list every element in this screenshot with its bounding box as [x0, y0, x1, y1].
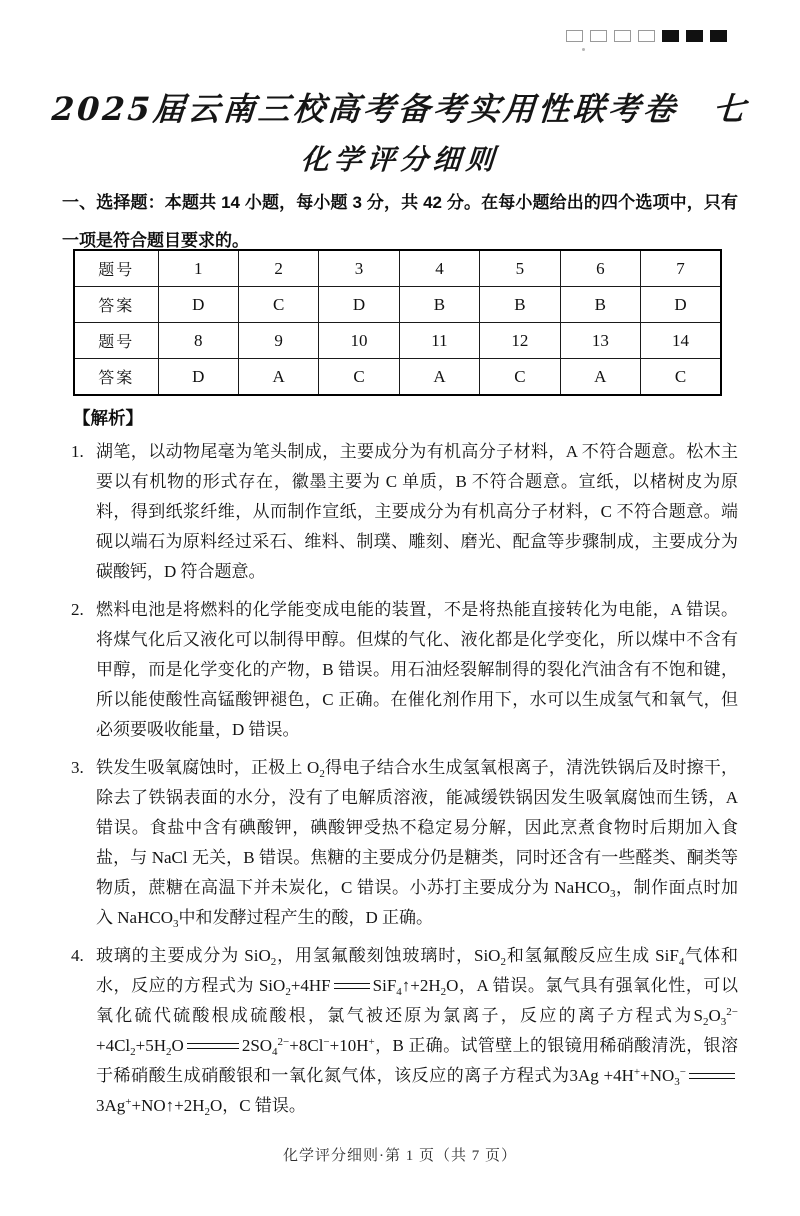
- item-text: 玻璃的主要成分为 SiO$_2$，用氢氟酸刻蚀玻璃时，SiO$_2$和氢氟酸反应生成 SiF$_4$气体和水，反应的方程式为 SiO$_2$+4HF $SiF_4↑+2H_2O$，A 错误。氯气具有强氧化性，可以氧化硫代硫酸根成硫酸根，氯气被还原为氯离子，反应的离子方程式为$S_2O_3^{2-}+4Cl_2+5H_2O$ $2SO_4^{2-}+8Cl^-+10H^+$，B 正确。试管壁上的银镜用稀硝酸清洗，银溶于稀硝酸生成硝酸银和一氧化氮气体，该反应的离子方程式为$3Ag +4H^++NO_3^-3Ag^++NO↑+2H_2O$，C 错误。: [96, 946, 738, 1118]
- question-number-cell: 1: [158, 250, 238, 287]
- answer-cell: B: [560, 287, 640, 323]
- section-heading-multiple-choice: 一、选择题：本题共 14 小题，每小题 3 分，共 42 分。在每小题给出的四个选项中，只有一项是符合题目要求的。: [62, 193, 738, 250]
- table-row: [74, 323, 721, 359]
- table-row: [74, 250, 721, 287]
- question-number-cell: 4: [399, 250, 479, 287]
- question-number-cell: 7: [641, 250, 721, 287]
- question-number-cell: 3: [319, 250, 399, 287]
- speck-mark: [582, 48, 585, 51]
- answer-cell: A: [560, 359, 640, 396]
- answer-cell: D: [641, 287, 721, 323]
- question-number-cell: 10: [319, 323, 399, 359]
- chem-equation-equals: [334, 983, 370, 989]
- row-label-question: 题号: [74, 323, 158, 359]
- question-number-cell: 12: [480, 323, 560, 359]
- analysis-item-1: [62, 437, 738, 587]
- answer-cell: D: [158, 287, 238, 323]
- alignment-marks: [566, 30, 727, 42]
- analysis-item-4: [62, 941, 738, 1121]
- analysis-heading: 【解析】: [73, 408, 143, 428]
- question-number-cell: 14: [641, 323, 721, 359]
- answer-cell: A: [238, 359, 318, 396]
- answer-cell: C: [319, 359, 399, 396]
- alignment-box-open: [590, 30, 607, 42]
- table-row: [74, 359, 721, 396]
- alignment-box-filled: [686, 30, 703, 42]
- item-number: 2.: [71, 600, 84, 619]
- answer-cell: D: [158, 359, 238, 396]
- answer-cell: C: [238, 287, 318, 323]
- document-subtitle: 化学评分细则: [299, 143, 501, 176]
- exam-title: 2025届云南三校高考备考实用性联考卷 七: [50, 90, 750, 128]
- answer-cell: B: [399, 287, 479, 323]
- answer-cell: C: [480, 359, 560, 396]
- alignment-box-filled: [710, 30, 727, 42]
- question-number-cell: 9: [238, 323, 318, 359]
- chem-equation-equals: [689, 1073, 735, 1079]
- answer-cell: D: [319, 287, 399, 323]
- question-number-cell: 5: [480, 250, 560, 287]
- analysis-section: [62, 406, 738, 1129]
- question-number-cell: 13: [560, 323, 640, 359]
- chem-equation-equals: [187, 1043, 239, 1049]
- item-text: 湖笔，以动物尾毫为笔头制成，主要成分为有机高分子材料，A 不符合题意。松木主要以有机物的形式存在，徽墨主要为 C 单质，B 不符合题意。宣纸，以楮树皮为原料，得到纸浆纤维，从而制作宣纸，主要成分为有机高分子材料，C 不符合题意。端砚以端石为原料经过采石、维料、制璞、雕刻、磨光、配盒等步骤制成，主要成分为碳酸钙，D 符合题意。: [96, 442, 738, 581]
- answer-cell: C: [641, 359, 721, 396]
- item-number: 3.: [71, 758, 84, 777]
- row-label-answer: 答案: [74, 359, 158, 396]
- question-number-cell: 2: [238, 250, 318, 287]
- table-row: [74, 287, 721, 323]
- answer-cell: A: [399, 359, 479, 396]
- alignment-box-open: [566, 30, 583, 42]
- question-number-cell: 8: [158, 323, 238, 359]
- question-number-cell: 6: [560, 250, 640, 287]
- answer-cell: B: [480, 287, 560, 323]
- answer-table: [73, 249, 722, 396]
- item-number: 4.: [71, 946, 84, 965]
- page-footer: 化学评分细则·第 1 页（共 7 页）: [283, 1148, 517, 1164]
- item-text: 燃料电池是将燃料的化学能变成电能的装置，不是将热能直接转化为电能，A 错误。将煤气化后又液化可以制得甲醇。但煤的气化、液化都是化学变化，所以煤中不含有甲醇，而是化学变化的产物，B 错误。用石油烃裂解制得的裂化汽油含有不饱和键，所以能使酸性高锰酸钾褪色，C 正确。在催化剂作用下，水可以生成氢气和氧气，但必须要吸收能量，D 错误。: [96, 600, 738, 739]
- alignment-box-filled: [662, 30, 679, 42]
- row-label-answer: 答案: [74, 287, 158, 323]
- analysis-item-3: [62, 753, 738, 933]
- question-number-cell: 11: [399, 323, 479, 359]
- document-header: [0, 84, 800, 178]
- row-label-question: 题号: [74, 250, 158, 287]
- analysis-item-2: [62, 595, 738, 745]
- item-number: 1.: [71, 442, 84, 461]
- alignment-box-open: [614, 30, 631, 42]
- item-text: 铁发生吸氧腐蚀时，正极上 $O_2$得电子结合水生成氢氧根离子，清洗铁锅后及时擦干，除去了铁锅表面的水分，没有了电解质溶液，能减缓铁锅因发生吸氧腐蚀而生锈，A 错误。食盐中含有碘酸钾，碘酸钾受热不稳定易分解，因此烹煮食物时后期加入食盐，与 NaCl 无关，B 错误。焦糖的主要成分仍是糖类，同时还含有一些醛类、酮类等物质，蔗糖在高温下并未炭化，C 错误。小苏打主要成分为 NaHCO$_3$，制作面点时加入 NaHCO$_3$中和发酵过程产生的酸，D 正确。: [96, 758, 739, 930]
- alignment-box-open: [638, 30, 655, 42]
